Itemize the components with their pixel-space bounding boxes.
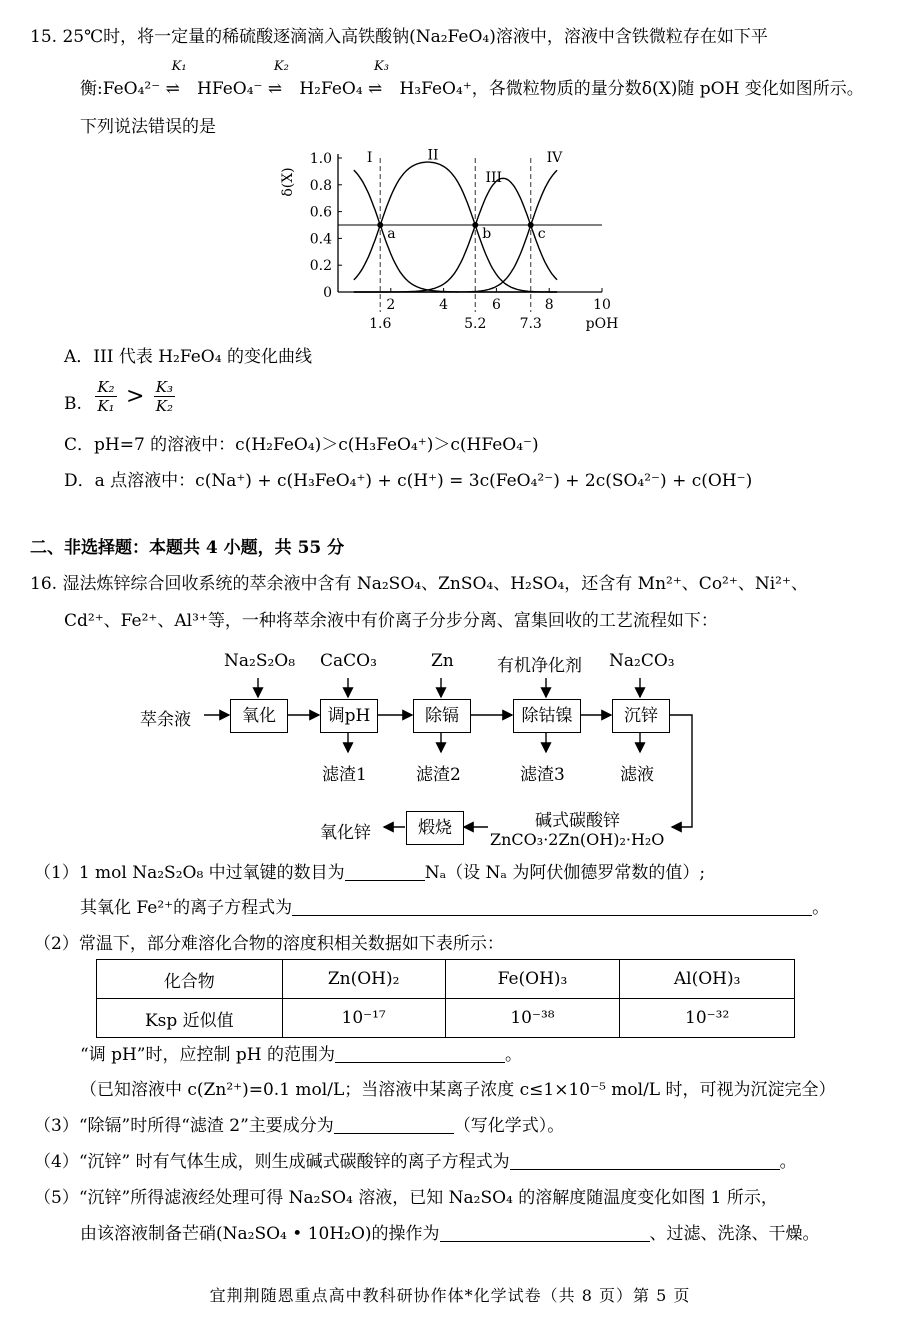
- section-2-title: 二、非选择题：本题共 4 小题，共 55 分: [30, 538, 345, 558]
- x-tick-label: 4: [439, 297, 449, 313]
- q16-part2-note: （已知溶液中 c(Zn²⁺)=0.1 mol/L；当溶液中某离子浓度 c≤1×10⁻⁵ mol/L 时，可视为沉淀完全）: [80, 1080, 836, 1100]
- part1-text-c: 其氧化 Fe²⁺的离子方程式为: [80, 898, 293, 918]
- y-tick-label: 0.4: [309, 231, 332, 248]
- curve-label: III: [485, 170, 503, 187]
- reagent-zn: Zn: [431, 651, 454, 671]
- answer-blank-3[interactable]: [334, 1115, 454, 1134]
- q16-part2-intro: （2）常温下，部分难溶化合物的溶度积相关数据如下表所示：: [34, 934, 504, 954]
- intersection-point: [528, 222, 534, 228]
- table-header-cell: Al(OH)₃: [620, 960, 795, 999]
- answer-blank-1a[interactable]: [345, 862, 425, 881]
- answer-blank-1b[interactable]: [292, 897, 812, 916]
- part1-text-b: Nₐ（设 Nₐ 为阿伏伽德罗常数的值）;: [424, 863, 706, 883]
- part3-text: （3）“除镉”时所得“滤渣 2”主要成分为: [34, 1116, 334, 1136]
- final-product: 氧化锌: [320, 823, 371, 843]
- x-axis-label: pOH: [585, 316, 619, 332]
- y-tick-label: 0: [323, 285, 332, 301]
- distribution-curve-I: [354, 170, 557, 292]
- table-cell: 10⁻³²: [620, 999, 795, 1038]
- table-cell: Ksp 近似值: [97, 999, 283, 1038]
- delta-pOH-chart: [275, 142, 620, 337]
- table-row: [97, 999, 795, 1038]
- answer-blank-4[interactable]: [510, 1151, 780, 1170]
- reagent-na2s2o8: Na₂S₂O₈: [224, 651, 296, 671]
- q16-part1-line1: [34, 858, 705, 883]
- q15-option-b[interactable]: B. $\frac{\text{K₂}}{\text{K₁}}$ > $\frac{\text{K₃}}{\text{K₂}}$: [64, 378, 174, 415]
- q15-stem-line3: 下列说法错误的是: [80, 117, 216, 137]
- curve-label: IV: [546, 150, 563, 166]
- table-cell: 10⁻³⁸: [445, 999, 620, 1038]
- q16-part2-question: [80, 1040, 522, 1065]
- part2-text: “调 pH”时，应控制 pH 的范围为: [80, 1045, 336, 1065]
- step-oxidation: 氧化: [230, 699, 288, 733]
- step-remove-cd: 除镉: [413, 699, 471, 733]
- filtrate: 滤液: [620, 765, 654, 785]
- k2-label: K₂: [273, 59, 289, 74]
- product-name: 碱式碳酸锌: [535, 811, 620, 831]
- x-tick-label: 2: [386, 297, 396, 313]
- q16-stem-line2: Cd²⁺、Fe²⁺、Al³⁺等，一种将萃余液中有价离子分步分离、富集回收的工艺流程如下：: [64, 611, 718, 631]
- step-calcine: 煅烧: [406, 811, 464, 845]
- table-header-cell: Zn(OH)₂: [282, 960, 445, 999]
- point-label: b: [482, 226, 492, 242]
- q16-part5-line2: [80, 1219, 820, 1244]
- answer-blank-2[interactable]: [335, 1044, 505, 1063]
- q15-equilibrium: 衡:FeO₄²⁻ K₁ ⇌ HFeO₄⁻ K₂ ⇌ H₂FeO₄ K₃ ⇌ H₃FeO₄⁺，各微粒物质的量分数δ(X)随 pOH 变化如图所示。: [80, 59, 864, 99]
- intersection-point: [472, 222, 478, 228]
- q15-option-c[interactable]: C．pH=7 的溶液中：c(H₂FeO₄)＞c(H₃FeO₄⁺)＞c(HFeO₄⁻): [64, 435, 539, 455]
- y-axis-label: δ(X): [280, 167, 296, 197]
- y-tick-label: 0.8: [309, 177, 332, 194]
- part5-end: 、过滤、洗涤、干燥。: [649, 1224, 820, 1244]
- table-cell: 10⁻¹⁷: [282, 999, 445, 1038]
- option-b-label: B.: [64, 394, 82, 414]
- intersection-point: [377, 222, 383, 228]
- y-tick-label: 0.6: [309, 204, 332, 221]
- q15-option-a[interactable]: A．III 代表 H₂FeO₄ 的变化曲线: [64, 347, 312, 367]
- q16-part5-line1: （5）“沉锌”所得滤液经处理可得 Na₂SO₄ 溶液，已知 Na₂SO₄ 的溶解度随温度变化如图 1 所示，: [34, 1188, 778, 1208]
- q15-eq-suffix: ，各微粒物质的量分数δ(X)随 pOH 变化如图所示。: [471, 79, 864, 99]
- q15-sp3: H₃FeO₄⁺: [399, 79, 472, 99]
- table-header-cell: 化合物: [97, 960, 283, 999]
- residue-1: 滤渣1: [322, 765, 367, 785]
- y-tick-label: 1.0: [309, 151, 332, 167]
- frac-k3-k2: $\frac{\text{K₃}}{\text{K₂}}$: [155, 378, 174, 415]
- flow-start: 萃余液: [140, 710, 191, 730]
- step-adjust-ph: 调pH: [320, 699, 378, 733]
- step-remove-co-ni: 除钴镍: [513, 699, 581, 733]
- step-precip-zn: 沉锌: [612, 699, 670, 733]
- q16-part4: [34, 1147, 797, 1172]
- answer-blank-5[interactable]: [440, 1223, 650, 1242]
- pka-tick-label: 5.2: [464, 316, 487, 332]
- residue-2: 滤渣2: [416, 765, 461, 785]
- q16-stem-line1: 16. 湿法炼锌综合回收系统的萃余液中含有 Na₂SO₄、ZnSO₄、H₂SO₄，还含有 Mn²⁺、Co²⁺、Ni²⁺、: [30, 574, 808, 594]
- part4-text: （4）“沉锌” 时有气体生成，则生成碱式碳酸锌的离子方程式为: [34, 1152, 510, 1172]
- q15-eq-prefix: 衡:FeO₄²⁻: [80, 79, 161, 99]
- residue-3: 滤渣3: [520, 765, 565, 785]
- k3-label: K₃: [374, 59, 389, 74]
- product-formula: ZnCO₃·2Zn(OH)₂·H₂O: [490, 830, 665, 849]
- x-tick-label: 8: [544, 297, 554, 313]
- table-header-cell: Fe(OH)₃: [445, 960, 620, 999]
- reagent-caco3: CaCO₃: [320, 651, 377, 671]
- q15-sp2: H₂FeO₄: [299, 79, 363, 99]
- x-tick-label: 6: [491, 297, 501, 313]
- reagent-na2co3: Na₂CO₃: [609, 651, 675, 671]
- point-label: a: [387, 226, 396, 242]
- reagent-organic: 有机净化剂: [497, 656, 582, 676]
- part1-text: （1）1 mol Na₂S₂O₈ 中过氧键的数目为: [34, 863, 345, 883]
- part1-end: 。: [812, 898, 830, 918]
- q16-part1-line2: [80, 893, 829, 918]
- distribution-curve-IV: [354, 170, 557, 292]
- q15-option-d[interactable]: D．a 点溶液中：c(Na⁺) + c(H₃FeO₄⁺) + c(H⁺) = 3c(FeO₄²⁻) + 2c(SO₄²⁻) + c(OH⁻): [64, 471, 753, 491]
- part2-end: 。: [505, 1045, 523, 1065]
- y-tick-label: 0.2: [309, 258, 332, 275]
- x-tick-label: 10: [593, 297, 611, 313]
- q15-sp1: HFeO₄⁻: [197, 79, 263, 99]
- q15-stem-line1: 15. 25℃时，将一定量的稀硫酸逐滴滴入高铁酸钠(Na₂FeO₄)溶液中，溶液中含铁微粒存在如下平: [30, 27, 768, 47]
- table-row: [97, 960, 795, 999]
- part5-text: 由该溶液制备芒硝(Na₂SO₄ • 10H₂O)的操作为: [80, 1224, 440, 1244]
- part4-end: 。: [779, 1152, 797, 1172]
- point-label: c: [537, 226, 546, 242]
- ksp-table: [96, 959, 795, 1038]
- frac-k2-k1: $\frac{\text{K₂}}{\text{K₁}}$: [97, 378, 115, 415]
- curve-label: I: [366, 150, 373, 166]
- pka-tick-label: 1.6: [369, 316, 392, 332]
- pka-tick-label: 7.3: [519, 316, 542, 332]
- page-footer: 宜荆荆随恩重点高中教科研协作体*化学试卷（共 8 页）第 5 页: [209, 1286, 691, 1305]
- k1-label: K₁: [171, 59, 187, 74]
- q16-part3: [34, 1111, 564, 1136]
- part3-end: （写化学式）。: [453, 1116, 565, 1136]
- curve-label: II: [427, 147, 439, 164]
